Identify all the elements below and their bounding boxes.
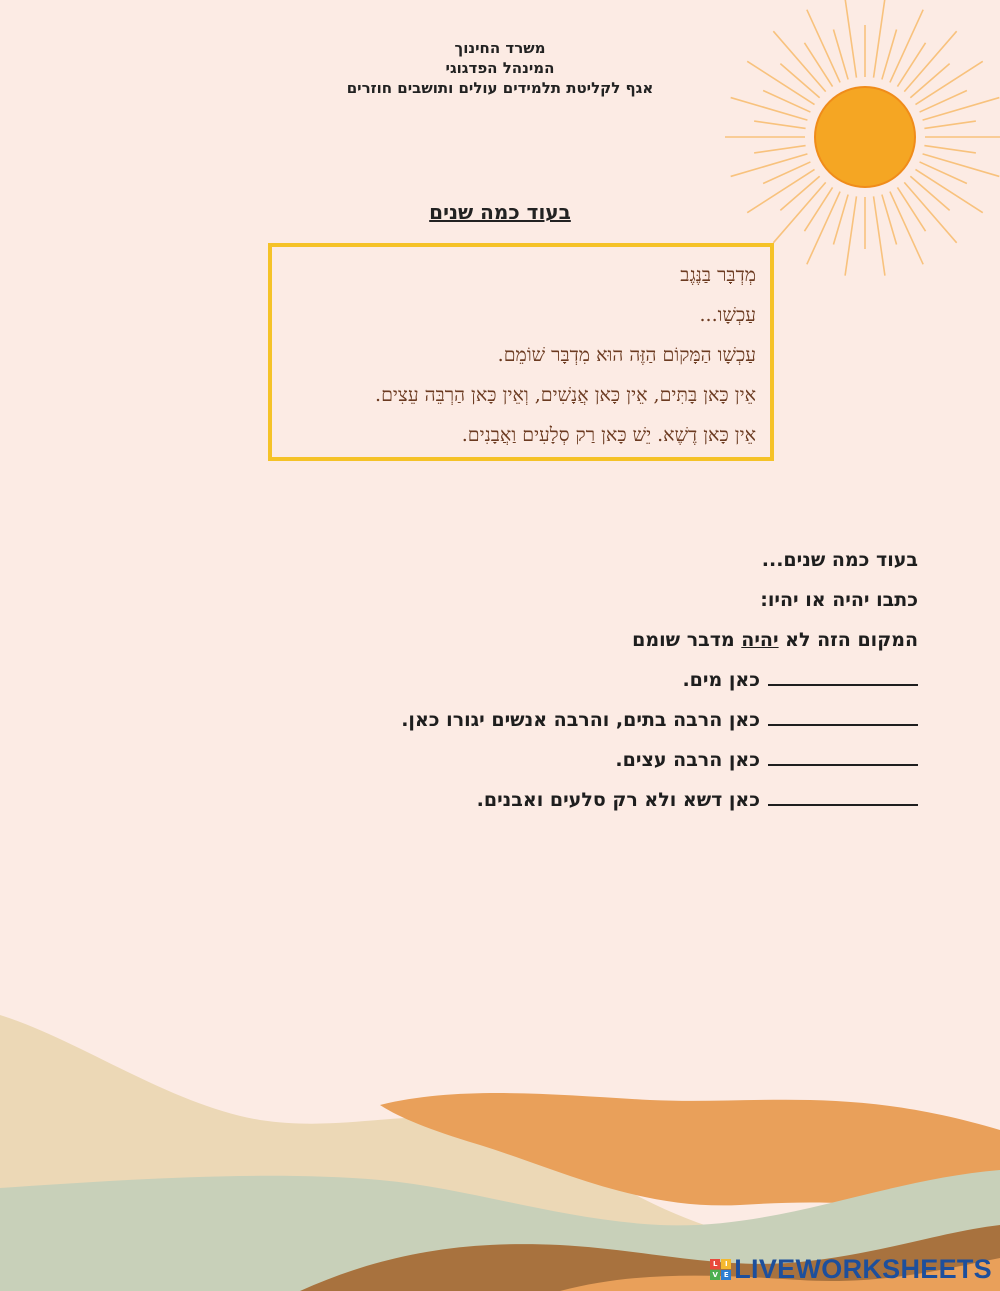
exercise-item (298, 740, 918, 780)
exercise-item (298, 700, 918, 740)
answer-blank-4[interactable] (768, 784, 918, 806)
logo-letter: L (710, 1259, 720, 1269)
answer-blank-2[interactable] (768, 704, 918, 726)
example-before: המקום הזה לא (778, 629, 918, 651)
exercise-instruction: כתבו יהיה או יהיו: (760, 589, 918, 611)
exercise-example (298, 620, 918, 660)
header-line-2: המינהל הפדגוגי (445, 59, 555, 77)
story-line: מְדְבָּר בַּנֶּגֶב (680, 264, 756, 286)
logo-letter: I (721, 1259, 731, 1269)
exercise-item-text: כאן הרבה עצים. (615, 749, 760, 771)
sun-ray (754, 121, 805, 128)
sun-icon (815, 87, 915, 187)
example-after: מדבר שומם (632, 629, 742, 651)
example-answer: יהיה (741, 629, 779, 651)
story-line: עַכְשָׁו... (699, 304, 756, 326)
exercise-item-text: כאן מים. (682, 669, 760, 691)
liveworksheets-logo[interactable] (710, 1254, 992, 1285)
logo-letter: V (710, 1270, 720, 1280)
answer-blank-3[interactable] (768, 744, 918, 766)
story-line: אֵין כָּאן דֶשֶׁא. יֵשׁ כָּאן רַק סְלָעִים וַאֲבָנִים. (461, 424, 756, 446)
logo-mark-icon (710, 1259, 731, 1280)
exercise-item (298, 660, 918, 700)
story-line: אֵין כָּאן בָּתִּים, אֵין כָּאן אֲנָשִׁים, וְאֵין כָּאן הַרְבֵּה עֵצִים. (375, 384, 756, 406)
answer-blank-1[interactable] (768, 664, 918, 686)
sun-ray (923, 154, 1000, 177)
exercise-heading: בעוד כמה שנים... (761, 549, 918, 571)
story-box (268, 243, 774, 461)
sun-ray (731, 154, 808, 177)
header-line-3: אגף לקליטת תלמידים עולים ותושבים חוזרים (346, 79, 654, 97)
logo-letter: E (721, 1270, 731, 1280)
exercise-item-text: כאן הרבה בתים, והרבה אנשים יגורו כאן. (401, 709, 760, 731)
header-line-1: משרד החינוך (454, 39, 546, 57)
sun-ray (924, 121, 975, 128)
sun-ray (924, 146, 975, 153)
story-line: עַכְשָׁו הַמָּקוֹם הַזֶּה הוּא מִדְבָּר שׁוֹמֵם. (497, 344, 756, 366)
sun-ray (754, 146, 805, 153)
sun-ray (731, 98, 808, 121)
logo-text: LIVEWORKSHEETS (734, 1254, 992, 1284)
ministry-header (0, 38, 1000, 98)
page-title: בעוד כמה שנים (429, 200, 571, 224)
sun-ray (923, 98, 1000, 121)
exercise-section (298, 540, 918, 820)
exercise-item-text: כאן דשא ולא רק סלעים ואבנים. (476, 789, 760, 811)
exercise-item (298, 780, 918, 820)
